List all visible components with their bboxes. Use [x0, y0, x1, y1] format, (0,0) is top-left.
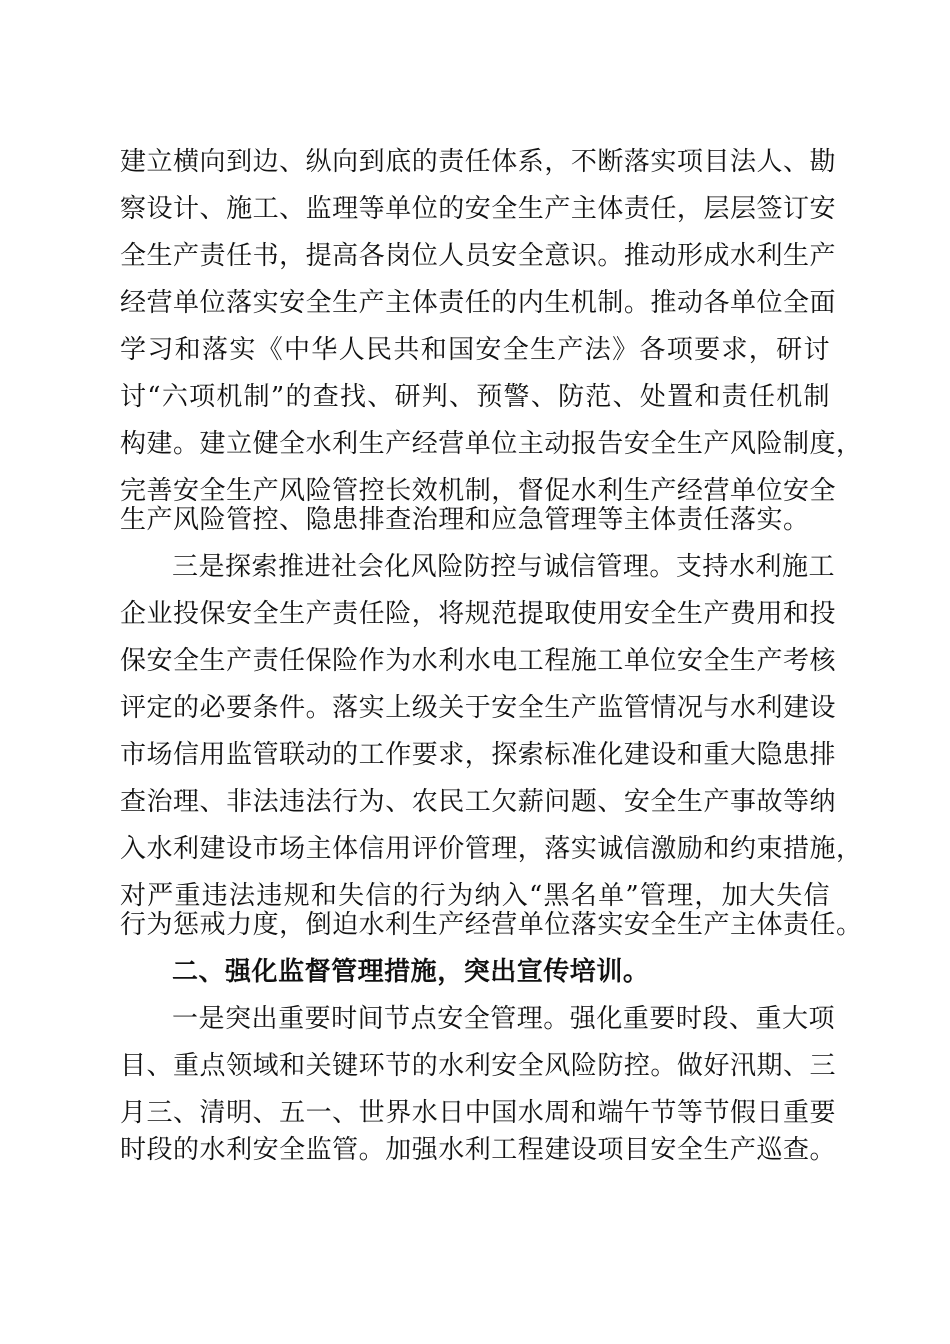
- paragraph-3-line-1: 一是突出重要时间节点安全管理。强化重要时段、重大项: [172, 1004, 836, 1034]
- paragraph-1-line-5: 学习和落实《中华人民共和国安全生产法》各项要求，研讨: [120, 335, 830, 365]
- paragraph-2-line-2: 企业投保安全生产责任险，将规范提取使用安全生产费用和投: [120, 599, 837, 629]
- paragraph-2-line-4: 评定的必要条件。落实上级关于安全生产监管情况与水利建设: [120, 693, 837, 723]
- paragraph-2-line-6: 查治理、非法违法行为、农民工欠薪问题、安全生产事故等纳: [120, 787, 837, 817]
- section-heading: 二、强化监督管理措施，突出宣传培训。: [172, 957, 650, 987]
- paragraph-1-line-3: 全生产责任书，提高各岗位人员安全意识。推动形成水利生产: [120, 241, 837, 271]
- paragraph-3-line-4: 时段的水利安全监管。加强水利工程建设项目安全生产巡查。: [120, 1135, 837, 1165]
- paragraph-1-line-1: 建立横向到边、纵向到底的责任体系，不断落实项目法人、勘: [120, 147, 837, 177]
- paragraph-1-line-2: 察设计、施工、监理等单位的安全生产主体责任，层层签订安: [120, 194, 837, 224]
- paragraph-1-line-7: 构建。建立健全水利生产经营单位主动报告安全生产风险制度，: [120, 429, 863, 459]
- paragraph-1-line-4: 经营单位落实安全生产主体责任的内生机制。推动各单位全面: [120, 288, 837, 318]
- paragraph-1-line-9: 生产风险管控、隐患排查治理和应急管理等主体责任落实。: [120, 505, 810, 535]
- paragraph-2-line-9: 行为惩戒力度，倒迫水利生产经营单位落实安全生产主体责任。: [120, 910, 863, 940]
- paragraph-1-line-8: 完善安全生产风险管控长效机制，督促水利生产经营单位安全: [120, 476, 837, 506]
- paragraph-3-line-2: 目、重点领域和关键环节的水利安全风险防控。做好汛期、三: [120, 1051, 837, 1081]
- paragraph-2-line-7: 入水利建设市场主体信用评价管理，落实诚信激励和约束措施，: [120, 834, 863, 864]
- paragraph-2-line-1: 三是探索推进社会化风险防控与诚信管理。支持水利施工: [172, 552, 836, 582]
- paragraph-2-line-8: 对严重违法违规和失信的行为纳入“黑名单”管理，加大失信: [120, 881, 830, 911]
- paragraph-3-line-3: 月三、清明、五一、世界水日中国水周和端午节等节假日重要: [120, 1098, 837, 1128]
- paragraph-2-line-5: 市场信用监管联动的工作要求，探索标准化建设和重大隐患排: [120, 740, 837, 770]
- paragraph-1-line-6: 讨“六项机制”的查找、研判、预警、防范、处置和责任机制: [120, 382, 830, 412]
- paragraph-2-line-3: 保安全生产责任保险作为水利水电工程施工单位安全生产考核: [120, 646, 837, 676]
